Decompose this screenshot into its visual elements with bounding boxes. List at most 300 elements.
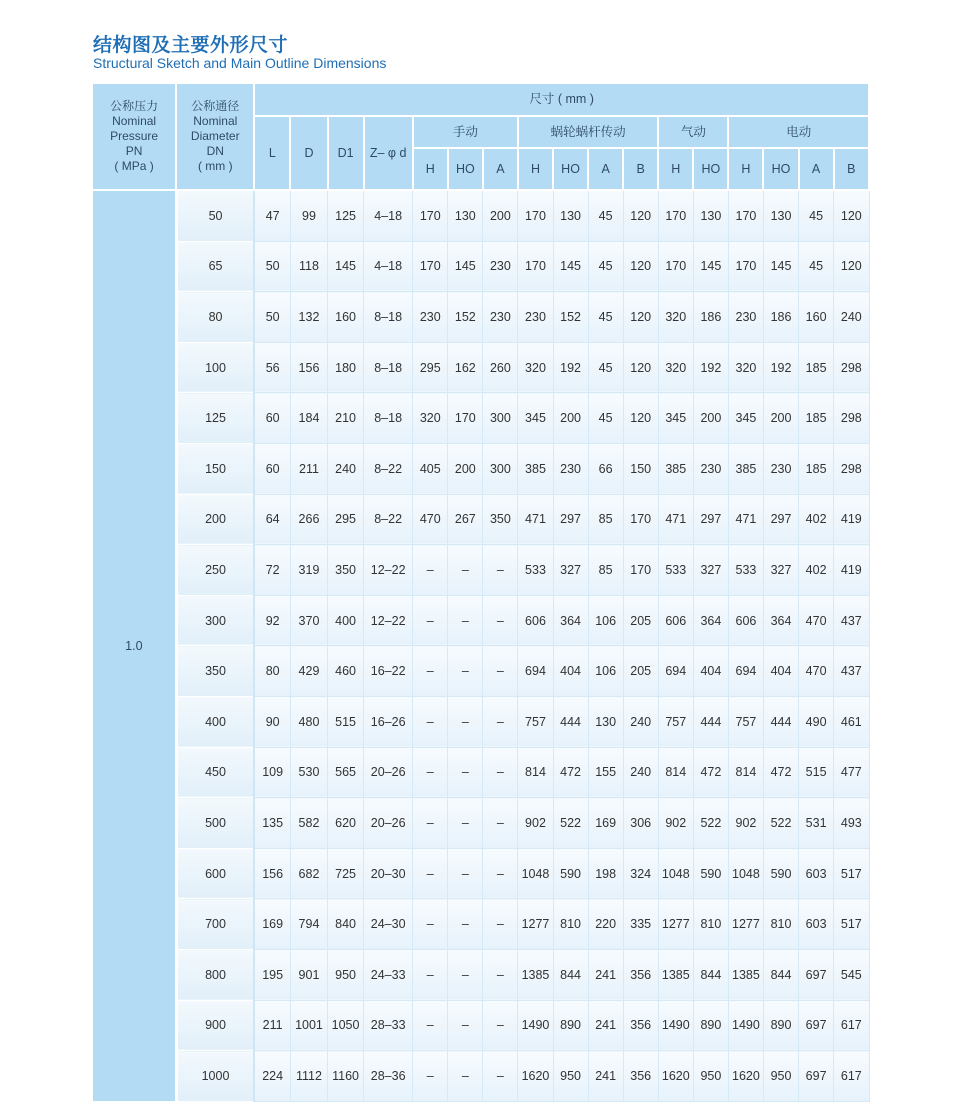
table-cell: 130 [763, 190, 798, 241]
table-cell: 180 [328, 342, 364, 393]
header-worm-B: B [623, 148, 658, 190]
table-cell: 185 [799, 393, 834, 444]
table-cell: 20–26 [364, 798, 413, 849]
table-cell: – [413, 696, 448, 747]
table-cell: 230 [518, 292, 553, 343]
table-cell: 24–30 [364, 899, 413, 950]
header-worm-H: H [518, 148, 553, 190]
table-cell: 145 [693, 241, 728, 292]
table-cell: 364 [553, 595, 588, 646]
table-cell: 590 [693, 848, 728, 899]
table-cell: 109 [254, 747, 290, 798]
dn-cell: 800 [176, 949, 254, 1000]
table-cell: 902 [658, 798, 693, 849]
dn-cell: 500 [176, 798, 254, 849]
table-cell: – [448, 1000, 483, 1051]
table-cell: 170 [728, 190, 763, 241]
table-cell: 404 [693, 646, 728, 697]
header-electric-HO: HO [763, 148, 798, 190]
table-cell: – [483, 545, 518, 596]
table-cell: 240 [623, 696, 658, 747]
table-row [93, 545, 869, 596]
table-cell: 45 [588, 190, 623, 241]
table-cell: 814 [518, 747, 553, 798]
table-cell: – [413, 899, 448, 950]
table-cell: 295 [328, 494, 364, 545]
table-row [93, 798, 869, 849]
table-row [93, 747, 869, 798]
table-cell: 160 [328, 292, 364, 343]
table-cell: 517 [834, 848, 869, 899]
table-cell: 186 [693, 292, 728, 343]
table-cell: 120 [834, 190, 869, 241]
table-cell: 45 [799, 190, 834, 241]
table-cell: – [448, 1051, 483, 1102]
table-cell: 364 [763, 595, 798, 646]
table-cell: 260 [483, 342, 518, 393]
table-cell: 90 [254, 696, 290, 747]
header-dn-en2: Diameter [190, 129, 240, 143]
table-cell: 267 [448, 494, 483, 545]
table-cell: 1277 [728, 899, 763, 950]
table-cell: 170 [413, 241, 448, 292]
table-cell: 132 [290, 292, 327, 343]
table-cell: 130 [448, 190, 483, 241]
table-cell: 241 [588, 949, 623, 1000]
table-cell: 211 [254, 1000, 290, 1051]
table-cell: 8–18 [364, 292, 413, 343]
table-cell: 192 [693, 342, 728, 393]
table-cell: – [413, 1051, 448, 1102]
table-cell: 16–26 [364, 696, 413, 747]
header-dn-en1: Nominal [193, 114, 238, 128]
table-cell: 152 [448, 292, 483, 343]
table-row [93, 595, 869, 646]
table-cell: 241 [588, 1000, 623, 1051]
table-cell: 522 [693, 798, 728, 849]
table-cell: – [483, 949, 518, 1000]
table-cell: 1277 [518, 899, 553, 950]
table-cell: 120 [623, 292, 658, 343]
table-cell: 200 [553, 393, 588, 444]
table-cell: 356 [623, 1000, 658, 1051]
table-cell: 429 [290, 646, 327, 697]
table-cell: 8–18 [364, 342, 413, 393]
table-row [93, 241, 869, 292]
table-cell: 184 [290, 393, 327, 444]
table-cell: 192 [763, 342, 798, 393]
table-cell: 814 [728, 747, 763, 798]
table-cell: 320 [658, 342, 693, 393]
table-cell: 757 [518, 696, 553, 747]
table-cell: 902 [518, 798, 553, 849]
table-cell: 522 [763, 798, 798, 849]
table-cell: – [448, 899, 483, 950]
table-cell: 45 [588, 342, 623, 393]
table-cell: 120 [623, 393, 658, 444]
table-cell: 85 [588, 494, 623, 545]
table-cell: 28–36 [364, 1051, 413, 1102]
table-cell: 565 [328, 747, 364, 798]
table-cell: 461 [834, 696, 869, 747]
table-cell: 230 [553, 443, 588, 494]
table-cell: – [448, 949, 483, 1000]
table-cell: 130 [693, 190, 728, 241]
table-cell: 1620 [658, 1051, 693, 1102]
table-row [93, 1000, 869, 1051]
table-cell: 298 [834, 443, 869, 494]
table-cell: 200 [483, 190, 518, 241]
header-pneumatic-HO: HO [693, 148, 728, 190]
table-cell: 50 [254, 241, 290, 292]
table-cell: 297 [693, 494, 728, 545]
table-cell: 120 [623, 190, 658, 241]
table-cell: 170 [448, 393, 483, 444]
table-cell: 300 [483, 393, 518, 444]
table-cell: 335 [623, 899, 658, 950]
table-cell: 617 [834, 1000, 869, 1051]
table-cell: 472 [763, 747, 798, 798]
table-cell: – [483, 747, 518, 798]
table-cell: 470 [799, 595, 834, 646]
table-cell: – [448, 696, 483, 747]
table-cell: 385 [658, 443, 693, 494]
table-cell: 327 [553, 545, 588, 596]
table-cell: 890 [763, 1000, 798, 1051]
table-row [93, 899, 869, 950]
table-row [93, 949, 869, 1000]
dn-cell: 350 [176, 646, 254, 697]
table-cell: 950 [553, 1051, 588, 1102]
table-cell: 169 [254, 899, 290, 950]
table-cell: 106 [588, 646, 623, 697]
table-cell: 515 [799, 747, 834, 798]
table-cell: 156 [254, 848, 290, 899]
table-cell: 471 [728, 494, 763, 545]
table-cell: 156 [290, 342, 327, 393]
header-pn-en2: Pressure [110, 129, 159, 143]
table-cell: 603 [799, 899, 834, 950]
table-cell: 694 [658, 646, 693, 697]
table-cell: 356 [623, 949, 658, 1000]
table-cell: 515 [328, 696, 364, 747]
table-row [93, 1051, 869, 1102]
dn-cell: 400 [176, 696, 254, 747]
table-body [93, 190, 869, 1101]
table-cell: – [413, 848, 448, 899]
table-cell: 24–33 [364, 949, 413, 1000]
table-cell: 99 [290, 190, 327, 241]
table-cell: – [448, 595, 483, 646]
dn-cell: 450 [176, 747, 254, 798]
table-cell: 320 [413, 393, 448, 444]
table-cell: 320 [518, 342, 553, 393]
table-cell: 66 [588, 443, 623, 494]
table-cell: 385 [728, 443, 763, 494]
table-cell: 198 [588, 848, 623, 899]
table-cell: 697 [799, 1051, 834, 1102]
table-cell: 205 [623, 595, 658, 646]
table-cell: – [483, 899, 518, 950]
table-cell: – [448, 545, 483, 596]
table-cell: 694 [518, 646, 553, 697]
table-cell: 490 [799, 696, 834, 747]
table-cell: 437 [834, 646, 869, 697]
table-cell: 230 [693, 443, 728, 494]
table-cell: 400 [328, 595, 364, 646]
table-cell: 150 [623, 443, 658, 494]
table-cell: 620 [328, 798, 364, 849]
table-cell: 1620 [728, 1051, 763, 1102]
table-cell: – [413, 747, 448, 798]
table-cell: – [413, 949, 448, 1000]
table-cell: 45 [799, 241, 834, 292]
table-cell: 120 [834, 241, 869, 292]
table-cell: 300 [483, 443, 518, 494]
table-cell: 211 [290, 443, 327, 494]
table-cell: 437 [834, 595, 869, 646]
table-cell: 810 [693, 899, 728, 950]
table-cell: 757 [728, 696, 763, 747]
table-cell: 185 [799, 342, 834, 393]
page-title: 结构图及主要外形尺寸 [93, 34, 289, 56]
dn-cell: 50 [176, 190, 254, 241]
table-cell: 840 [328, 899, 364, 950]
table-cell: 950 [328, 949, 364, 1000]
table-cell: 145 [328, 241, 364, 292]
table-cell: 901 [290, 949, 327, 1000]
table-cell: – [483, 595, 518, 646]
pn-value-cell: 1.0 [93, 190, 176, 1101]
header-pneumatic-H: H [658, 148, 693, 190]
table-cell: 324 [623, 848, 658, 899]
table-cell: 327 [693, 545, 728, 596]
header-pn-unit: ( MPa ) [114, 159, 154, 173]
table-cell: 145 [448, 241, 483, 292]
table-cell: 200 [448, 443, 483, 494]
table-cell: 295 [413, 342, 448, 393]
table-cell: 145 [763, 241, 798, 292]
table-cell: 12–22 [364, 545, 413, 596]
table-cell: – [483, 646, 518, 697]
page-subtitle: Structural Sketch and Main Outline Dimensions [93, 55, 387, 71]
table-cell: 155 [588, 747, 623, 798]
header-worm-A: A [588, 148, 623, 190]
table-cell: 130 [588, 696, 623, 747]
table-cell: 444 [553, 696, 588, 747]
dn-cell: 600 [176, 848, 254, 899]
table-cell: 810 [553, 899, 588, 950]
table-cell: 4–18 [364, 241, 413, 292]
header-manual-HO: HO [448, 148, 483, 190]
table-cell: – [448, 646, 483, 697]
table-cell: 16–22 [364, 646, 413, 697]
table-cell: 170 [518, 190, 553, 241]
table-cell: 814 [658, 747, 693, 798]
table-cell: 757 [658, 696, 693, 747]
table-cell: – [413, 595, 448, 646]
table-cell: 125 [328, 190, 364, 241]
table-cell: 517 [834, 899, 869, 950]
table-header [93, 84, 869, 190]
table-cell: – [413, 545, 448, 596]
table-cell: 170 [413, 190, 448, 241]
header-D1: D1 [328, 116, 364, 190]
dn-cell: 1000 [176, 1051, 254, 1102]
header-pn-en1: Nominal [112, 114, 157, 128]
table-cell: 230 [728, 292, 763, 343]
table-row [93, 443, 869, 494]
table-cell: 385 [518, 443, 553, 494]
header-nominal-pressure [93, 84, 176, 190]
table-cell: 195 [254, 949, 290, 1000]
table-cell: 472 [553, 747, 588, 798]
header-dn-en3: DN [206, 144, 224, 158]
table-cell: 1160 [328, 1051, 364, 1102]
table-cell: 306 [623, 798, 658, 849]
table-cell: 170 [623, 494, 658, 545]
table-cell: 844 [553, 949, 588, 1000]
table-cell: 20–30 [364, 848, 413, 899]
table-cell: 1048 [518, 848, 553, 899]
table-cell: 50 [254, 292, 290, 343]
table-row [93, 393, 869, 444]
table-cell: 1385 [658, 949, 693, 1000]
table-cell: 85 [588, 545, 623, 596]
table-cell: 170 [623, 545, 658, 596]
table-cell: 350 [328, 545, 364, 596]
table-cell: 533 [728, 545, 763, 596]
header-electric: 电动 [728, 116, 869, 148]
table-row [93, 190, 869, 241]
table-cell: 162 [448, 342, 483, 393]
table-cell: 950 [763, 1051, 798, 1102]
header-Z-phi-d: Z– φ d [364, 116, 413, 190]
table-cell: – [413, 798, 448, 849]
header-dn-cn: 公称通径 [191, 99, 240, 113]
table-cell: 47 [254, 190, 290, 241]
table-cell: – [483, 1000, 518, 1051]
table-cell: 170 [728, 241, 763, 292]
table-cell: 266 [290, 494, 327, 545]
table-cell: 320 [728, 342, 763, 393]
table-cell: 533 [518, 545, 553, 596]
table-cell: 1112 [290, 1051, 327, 1102]
table-cell: 606 [518, 595, 553, 646]
dn-cell: 700 [176, 899, 254, 950]
table-cell: 472 [693, 747, 728, 798]
table-cell: 890 [553, 1000, 588, 1051]
table-cell: 419 [834, 494, 869, 545]
header-electric-A: A [799, 148, 834, 190]
table-cell: 533 [658, 545, 693, 596]
header-electric-B: B [834, 148, 869, 190]
table-cell: 404 [553, 646, 588, 697]
table-cell: 1277 [658, 899, 693, 950]
dn-cell: 125 [176, 393, 254, 444]
header-nominal-diameter [176, 84, 254, 190]
table-cell: 230 [763, 443, 798, 494]
table-row [93, 848, 869, 899]
table-cell: 145 [553, 241, 588, 292]
table-cell: 240 [834, 292, 869, 343]
dimensions-table [93, 84, 870, 1102]
table-cell: 1490 [728, 1000, 763, 1051]
header-manual-A: A [483, 148, 518, 190]
table-cell: 319 [290, 545, 327, 596]
dn-cell: 300 [176, 595, 254, 646]
table-row [93, 292, 869, 343]
dn-cell: 200 [176, 494, 254, 545]
table-cell: 345 [518, 393, 553, 444]
table-cell: 810 [763, 899, 798, 950]
table-cell: 20–26 [364, 747, 413, 798]
table-cell: 404 [763, 646, 798, 697]
table-cell: 240 [328, 443, 364, 494]
table-cell: 170 [658, 241, 693, 292]
table-cell: 28–33 [364, 1000, 413, 1051]
table-cell: 545 [834, 949, 869, 1000]
table-cell: – [448, 747, 483, 798]
table-cell: 106 [588, 595, 623, 646]
table-cell: 590 [763, 848, 798, 899]
table-cell: 471 [518, 494, 553, 545]
table-cell: 471 [658, 494, 693, 545]
table-cell: 460 [328, 646, 364, 697]
header-worm-gear: 蜗轮蜗杆传动 [518, 116, 658, 148]
table-cell: 590 [553, 848, 588, 899]
table-cell: – [483, 798, 518, 849]
table-cell: 240 [623, 747, 658, 798]
table-cell: 92 [254, 595, 290, 646]
table-cell: 60 [254, 393, 290, 444]
table-cell: 530 [290, 747, 327, 798]
table-cell: 205 [623, 646, 658, 697]
table-cell: 230 [483, 241, 518, 292]
table-cell: 327 [763, 545, 798, 596]
table-cell: 606 [728, 595, 763, 646]
header-pneumatic: 气动 [658, 116, 728, 148]
table-cell: 582 [290, 798, 327, 849]
table-cell: 902 [728, 798, 763, 849]
table-cell: – [483, 696, 518, 747]
table-cell: 603 [799, 848, 834, 899]
table-cell: 200 [763, 393, 798, 444]
table-cell: 1385 [518, 949, 553, 1000]
table-cell: 8–18 [364, 393, 413, 444]
table-cell: 405 [413, 443, 448, 494]
table-cell: 1490 [658, 1000, 693, 1051]
table-cell: 1490 [518, 1000, 553, 1051]
table-cell: 444 [763, 696, 798, 747]
dn-cell: 150 [176, 443, 254, 494]
header-pn-en3: PN [125, 144, 143, 158]
table-cell: 356 [623, 1051, 658, 1102]
header-dn-unit: ( mm ) [197, 159, 233, 173]
header-manual: 手动 [413, 116, 518, 148]
header-manual-H: H [413, 148, 448, 190]
table-cell: 370 [290, 595, 327, 646]
table-cell: 120 [623, 241, 658, 292]
table-cell: 298 [834, 393, 869, 444]
table-cell: 170 [658, 190, 693, 241]
table-cell: 477 [834, 747, 869, 798]
table-cell: – [483, 848, 518, 899]
table-cell: 844 [763, 949, 798, 1000]
table-cell: 224 [254, 1051, 290, 1102]
table-cell: 185 [799, 443, 834, 494]
table-cell: 72 [254, 545, 290, 596]
